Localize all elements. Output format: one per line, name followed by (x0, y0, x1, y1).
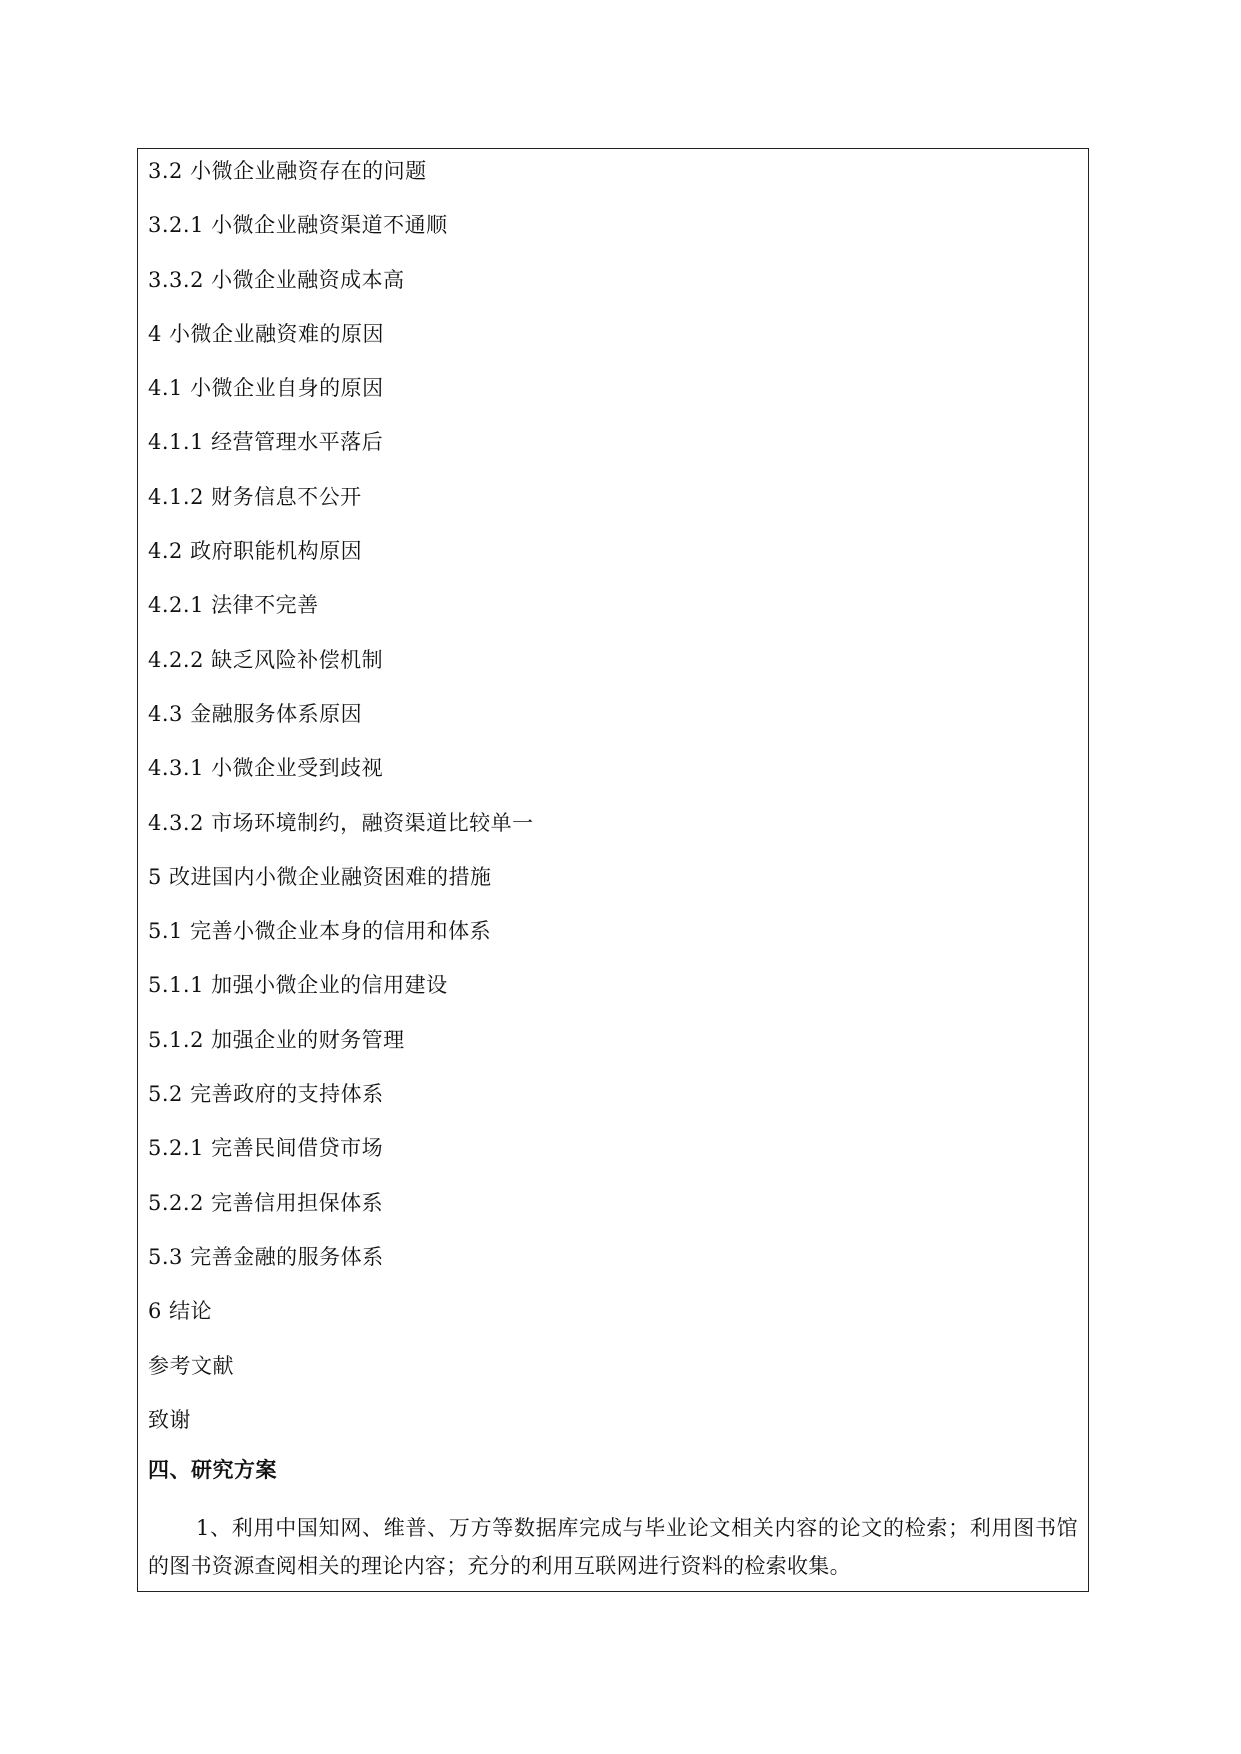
outline-item: 4.3.1 小微企业受到歧视 (148, 756, 384, 781)
outline-item: 5.3 完善金融的服务体系 (148, 1244, 384, 1269)
outline-item: 5.1.2 加强企业的财务管理 (148, 1027, 405, 1052)
section-heading-research-plan: 四、研究方案 (148, 1457, 277, 1482)
outline-item: 3.2 小微企业融资存在的问题 (148, 159, 427, 183)
outline-item: 5.2.1 完善民间借贷市场 (148, 1136, 384, 1161)
outline-item: 5.2.2 完善信用担保体系 (148, 1190, 384, 1215)
outline-item: 致谢 (148, 1407, 191, 1432)
outline-item: 5 改进国内小微企业融资困难的措施 (148, 864, 492, 889)
research-plan-paragraph: 1、利用中国知网、维普、万方等数据库完成与毕业论文相关内容的论文的检索；利用图书馆的图书资源查阅相关的理论内容；充分的利用互联网进行资料的检索收集。 (148, 1516, 1078, 1578)
outline-item: 4 小微企业融资难的原因 (148, 321, 385, 346)
outline-item: 4.3.2 市场环境制约，融资渠道比较单一 (148, 810, 534, 835)
outline-item: 4.2 政府职能机构原因 (148, 539, 363, 564)
outline-item: 3.2.1 小微企业融资渠道不通顺 (148, 213, 448, 238)
outline-item: 4.2.2 缺乏风险补偿机制 (148, 647, 384, 672)
outline-item: 4.1.2 财务信息不公开 (148, 484, 362, 509)
outline-item: 参考文献 (148, 1353, 234, 1378)
outline-item: 3.3.2 小微企业融资成本高 (148, 267, 405, 292)
outline-item: 5.1.1 加强小微企业的信用建设 (148, 973, 448, 998)
outline-item: 5.1 完善小微企业本身的信用和体系 (148, 919, 492, 944)
outline-item: 4.1.1 经营管理水平落后 (148, 430, 384, 455)
outline-item: 5.2 完善政府的支持体系 (148, 1082, 384, 1107)
outline-item: 4.2.1 法律不完善 (148, 593, 319, 618)
outline-item: 4.3 金融服务体系原因 (148, 701, 363, 726)
outline-item: 6 结论 (148, 1299, 213, 1324)
outline-item: 4.1 小微企业自身的原因 (148, 376, 384, 401)
thesis-outline (148, 158, 1078, 1461)
